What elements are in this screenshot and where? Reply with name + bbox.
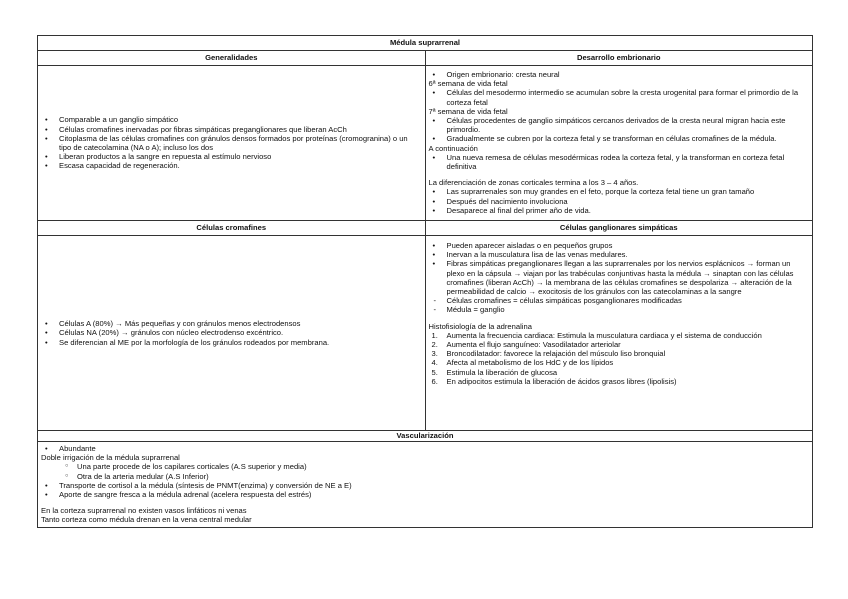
list-item: 2. Aumenta el flujo sanguíneo: Vasodilatador arteriolar	[429, 340, 810, 349]
text-line: La diferenciación de zonas corticales termina a los 3 – 4 años.	[428, 178, 639, 188]
cromafines-cell	[38, 236, 426, 431]
list-item: • Células A (80%) → Más pequeñas y con gránulos menos electrodensos	[41, 319, 422, 328]
list-item: • Células NA (20%) → gránulos con núcleo electrodenso excéntrico.	[41, 328, 422, 337]
list-item: • Liberan productos a la sangre en repuesta al estímulo nervioso	[41, 152, 422, 161]
list-item: • Después del nacimiento involuciona	[429, 197, 810, 206]
text-line: Tanto corteza como médula drenan en la vena central medular	[41, 515, 252, 525]
text-line: 7ª semana de vida fetal	[428, 106, 508, 116]
list-item: - Médula = ganglio	[429, 305, 810, 314]
vascularizacion-cell	[38, 442, 813, 528]
cromafines-heading: Células cromafines	[38, 221, 426, 236]
list-item: • Células procedentes de ganglio simpáticos cercanos derivados de la cresta neural migran hacia este primordio.	[429, 116, 810, 134]
list-item: • Células del mesodermo intermedio se acumulan sobre la cresta urogenital para formar el primordio de la corteza fetal	[429, 88, 810, 106]
list-item: • Gradualmente se cubren por la corteza fetal y se transforman en células cromafines de la médula.	[429, 134, 810, 143]
page-title: Médula suprarrenal	[38, 36, 813, 51]
generalidades-heading: Generalidades	[38, 51, 426, 66]
document-table	[37, 35, 813, 528]
list-item: 6. En adipocitos estimula la liberación de ácidos grasos libres (lipolisis)	[429, 377, 810, 386]
generalidades-cell	[38, 66, 426, 221]
ganglionares-heading: Células ganglionares simpáticas	[425, 221, 813, 236]
histo-title: Histofisiología de la adrenalina	[428, 321, 532, 331]
list-item: • Pueden aparecer aisladas o en pequeños grupos	[429, 241, 810, 250]
list-item: • Transporte de cortisol a la médula (síntesis de PNMT(enzima) y conversión de NE a E)	[41, 481, 809, 490]
list-item: • Citoplasma de las células cromafines con gránulos densos formados por proteínas (cromogranina) o un tipo de catecolamina (NA o A); incluso los dos	[41, 134, 422, 152]
list-item: 5. Estimula la liberación de glucosa	[429, 368, 810, 377]
text-line: 6ª semana de vida fetal	[428, 79, 508, 89]
ganglionares-cell	[425, 236, 813, 431]
list-item: 4. Afecta al metabolismo de los HdC y de los lípidos	[429, 358, 810, 367]
list-item: • Desaparece al final del primer año de vida.	[429, 206, 810, 215]
list-item: • Inervan a la musculatura lisa de las venas medulares.	[429, 250, 810, 259]
desarrollo-heading: Desarrollo embrionario	[425, 51, 813, 66]
vascularizacion-heading: Vascularización	[38, 431, 813, 442]
list-item: • Una nueva remesa de células mesodérmicas rodea la corteza fetal, y la transforman en corteza fetal definitiva	[429, 153, 810, 171]
list-item: • Aporte de sangre fresca a la médula adrenal (acelera respuesta del estrés)	[41, 490, 809, 499]
desarrollo-cell	[425, 66, 813, 221]
list-item: • Origen embrionario: cresta neural	[429, 70, 810, 79]
list-item: 1. Aumenta la frecuencia cardiaca: Estimula la musculatura cardiaca y el sistema de conducción	[429, 331, 810, 340]
list-item: • Células cromafines inervadas por fibras simpáticas preganglionares que liberan AcCh	[41, 125, 422, 134]
text-line: En la corteza suprarrenal no existen vasos linfáticos ni venas	[41, 506, 247, 516]
list-item: • Abundante	[41, 444, 809, 453]
text-line: Doble irrigación de la médula suprarrenal	[41, 453, 180, 463]
list-item: ○ Otra de la arteria medular (A.S Inferior)	[41, 472, 809, 481]
list-item: • Las suprarrenales son muy grandes en el feto, porque la corteza fetal tiene un gran tamaño	[429, 187, 810, 196]
list-item: • Fibras simpáticas preganglionares llegan a las suprarrenales por los nervios esplácnicos → forman un plexo en la cápsula → viajan por las trabéculas conjuntivas hasta la médula → sinaptan con las células cromafines (liberan AcCh) → la membrana de las células cromafines se despolariza → alteración de la permeabilidad de calcio → exocitosis de los gránulos con las catecolaminas a la sangre	[429, 259, 810, 296]
list-item: 3. Broncodilatador: favorece la relajación del músculo liso bronquial	[429, 349, 810, 358]
list-item: - Células cromafines = células simpáticas posganglionares modificadas	[429, 296, 810, 305]
list-item: • Comparable a un ganglio simpático	[41, 115, 422, 124]
list-item: ○ Una parte procede de los capilares corticales (A.S superior y media)	[41, 462, 809, 471]
list-item: • Se diferencian al ME por la morfología de los gránulos rodeados por membrana.	[41, 338, 422, 347]
text-line: A continuación	[428, 143, 478, 153]
list-item: • Escasa capacidad de regeneración.	[41, 161, 422, 170]
